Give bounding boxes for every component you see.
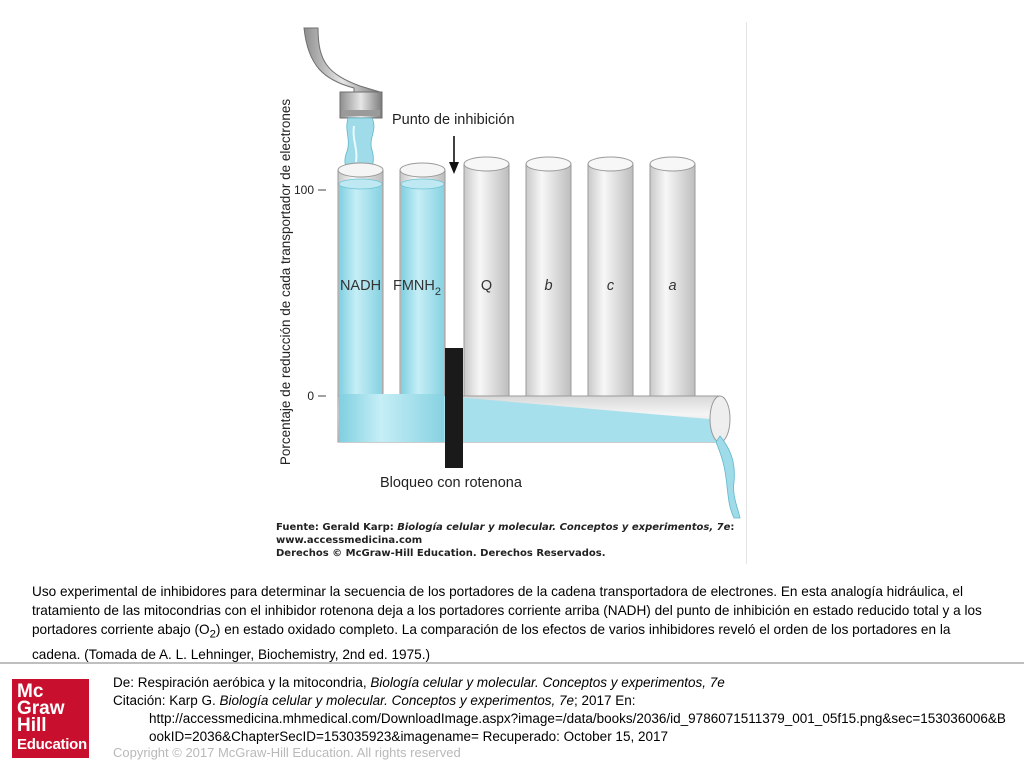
citation-prefix: Citación: Karp G. [113,693,220,708]
citation-url[interactable]: http://accessmedicina.mhmedical.com/DownloadImage.aspx?image=/data/books/2036/id_9786071511379_001_05f15.png&sec=153036006&BookID=2036&ChapterSecID=153035923&imagename= Recuperado: October 15, 2017 [149,711,1006,744]
tube-b [526,157,571,396]
hydraulic-analogy-figure [268,22,747,564]
reference-block [113,674,1013,746]
label-fmnh2-subscript: 2 [434,286,442,298]
figure-credit [276,521,734,560]
rotenone-block [445,348,463,468]
y-axis-label: Porcentaje de reducción de cada transportador de electrones [278,98,293,466]
citation-suffix: ; 2017 En: [573,693,636,708]
section-divider [0,662,1024,664]
tube-a [650,157,695,396]
figure-caption [32,582,1002,664]
label-fmnh2-main: FMNH [392,278,435,294]
caption-part-1: Uso experimental de inhibidores para determinar la secuencia de los portadores de la cadena transportadora de electrones. En esta analogía hidráulica, el tratamiento de las mitocondrias con el inhibidor rotenona deja a los portadores corriente arriba (NADH) del punto de inhibición en estado reducido total y a los portadores corriente abajo (O [32,584,982,637]
logo-line-3: Hill [17,715,47,736]
block-label: Bloqueo con rotenona [380,475,522,491]
label-a: a [668,278,677,294]
credit-prefix: Fuente: Gerald Karp: [276,522,398,533]
label-q: Q [480,278,493,294]
logo-line-4: Education [17,736,87,753]
tick-0: 0 [307,389,314,403]
label-b: b [544,278,553,294]
tube-c [588,157,633,396]
caption-subscript: 2 [209,628,216,641]
inhibition-point-label: Punto de inhibición [392,112,515,128]
caption-part-2: ) en estado oxidado completo. La comparación de los efectos de varios inhibidores reveló el orden de los portadores en la cadena. (Tomada de A. L. Lehninger, Biochemistry, 2nd ed. 1975.) [32,622,951,662]
credit-title: Biología celular y molecular. Conceptos y experimentos, 7e [397,522,731,533]
outflow-water-icon [716,436,740,518]
citation-line [113,692,1013,710]
logo-line-2: Graw [17,698,65,719]
mcgraw-hill-logo [12,679,89,758]
credit-line-3: Derechos © McGraw-Hill Education. Derechos Reservados. [276,548,606,559]
tick-100: 100 [293,183,314,197]
copyright-notice: Copyright © 2017 McGraw-Hill Education. All rights reserved [113,745,461,760]
citation-title: Biología celular y molecular. Conceptos y experimentos, 7e [219,693,574,708]
source-title: Biología celular y molecular. Conceptos y experimentos, 7e [370,675,725,690]
faucet-icon [304,28,382,118]
source-line [113,674,1013,692]
credit-suffix: : [730,522,735,533]
bottom-pipe [338,394,730,442]
source-prefix: De: Respiración aeróbica y la mitocondria, [113,675,371,690]
inhibition-arrow-icon [449,136,459,174]
credit-line-2: www.accessmedicina.com [276,535,423,546]
diagram-svg [268,22,746,564]
tube-q [464,157,509,396]
credit-line-1 [276,521,734,534]
label-nadh: NADH [339,278,382,294]
logo-line-1: Mc [17,681,44,702]
label-c: c [606,278,615,294]
